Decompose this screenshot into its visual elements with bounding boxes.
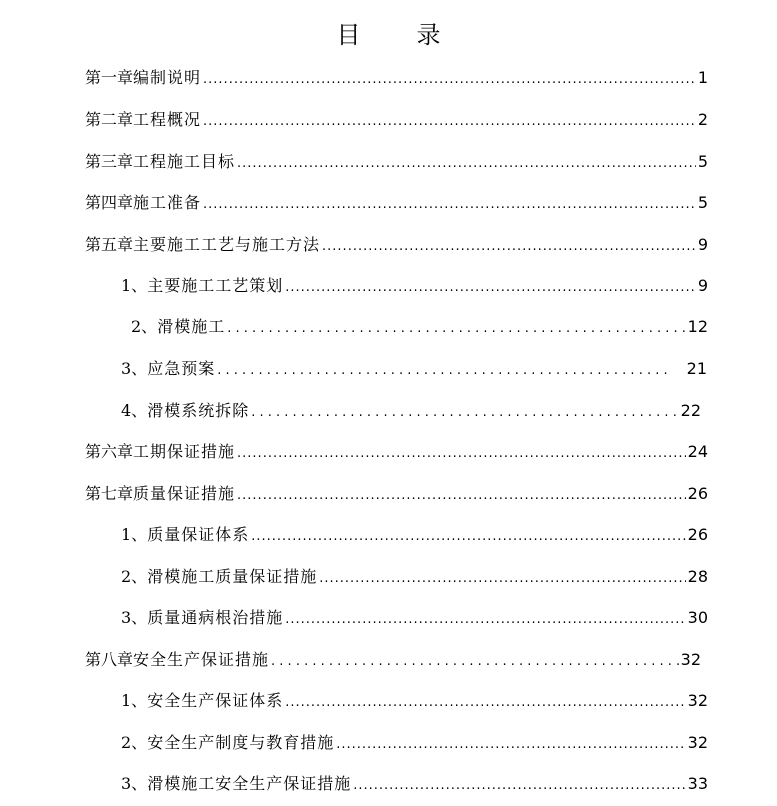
toc-entry-page: 33	[687, 774, 708, 793]
toc-entry-text: 主要施工工艺与施工方法	[133, 235, 321, 254]
toc-entry[interactable]	[85, 67, 708, 91]
toc-entry[interactable]	[121, 732, 708, 756]
toc-leader	[227, 318, 685, 340]
toc-entry-number: 3、	[121, 774, 148, 793]
toc-entry[interactable]	[121, 773, 708, 797]
toc-entry[interactable]	[121, 524, 708, 548]
toc-entry-page: 5	[697, 193, 708, 212]
toc-title-char-2: 录	[416, 21, 441, 49]
toc-entry[interactable]	[85, 649, 701, 673]
toc-entry-page: 26	[687, 484, 708, 503]
toc-leader	[237, 485, 686, 507]
toc-entry-text: 主要施工工艺策划	[147, 276, 284, 295]
toc-leader	[237, 443, 686, 465]
toc-entry-page: 9	[697, 276, 708, 295]
toc-entry[interactable]	[121, 400, 701, 424]
toc-entry-text: 滑模施工安全生产保证措施	[147, 774, 352, 793]
toc-entry-page: 22	[680, 401, 701, 420]
toc-entry-text: 工期保证措施	[133, 442, 236, 461]
toc-entry-page: 32	[687, 691, 708, 710]
toc-entry-text: 安全生产保证体系	[147, 691, 284, 710]
toc-leader	[285, 609, 685, 631]
toc-leader	[285, 277, 696, 299]
toc-entry[interactable]	[121, 358, 707, 382]
toc-entry-number: 4、	[121, 401, 148, 420]
toc-leader	[203, 69, 696, 91]
toc-entry-page: 5	[697, 152, 708, 171]
toc-entry-number: 第四章	[85, 193, 134, 212]
toc-entry-text: 质量保证体系	[147, 525, 250, 544]
toc-entry-page: 2	[697, 110, 708, 129]
toc-leader	[251, 526, 685, 548]
toc-entry-page: 9	[697, 235, 708, 254]
toc-entry[interactable]	[85, 234, 708, 258]
toc-title	[0, 20, 777, 50]
toc-entry-page: 32	[687, 733, 708, 752]
toc-entry-number: 2、	[121, 567, 148, 586]
toc-leader	[203, 194, 696, 216]
toc-entry-page: 30	[687, 608, 708, 627]
toc-entry[interactable]	[85, 483, 708, 507]
toc-entry-text: 安全生产保证措施	[133, 650, 270, 669]
toc-entry[interactable]	[121, 566, 708, 590]
toc-entry-page: 21	[686, 359, 707, 378]
toc-entry[interactable]	[121, 690, 708, 714]
toc-entry-number: 2、	[131, 317, 158, 336]
toc-entry-text: 安全生产制度与教育措施	[147, 733, 335, 752]
toc-entry[interactable]	[85, 441, 708, 465]
toc-entry-number: 1、	[121, 276, 148, 295]
toc-entry-text: 质量通病根治措施	[147, 608, 284, 627]
toc-leader	[271, 651, 679, 673]
toc-entry-text: 工程施工目标	[133, 152, 236, 171]
toc-entry-number: 第一章	[85, 68, 134, 87]
toc-entry-number: 2、	[121, 733, 148, 752]
toc-entry-text: 滑模施工质量保证措施	[147, 567, 318, 586]
toc-entry-page: 32	[680, 650, 701, 669]
toc-entry[interactable]	[85, 151, 708, 175]
toc-entry-number: 第三章	[85, 152, 134, 171]
toc-entry-text: 滑模施工	[157, 317, 226, 336]
toc-entry-number: 第二章	[85, 110, 134, 129]
toc-entry-text: 编制说明	[133, 68, 202, 87]
toc-entry-page: 26	[687, 525, 708, 544]
toc-leader	[251, 402, 678, 424]
toc-leader	[319, 568, 685, 590]
toc-entry-text: 工程概况	[133, 110, 202, 129]
toc-entry-number: 第七章	[85, 484, 134, 503]
toc-leader	[217, 360, 672, 382]
toc-entry-text: 施工准备	[133, 193, 202, 212]
toc-leader	[285, 692, 685, 714]
toc-entry[interactable]	[131, 316, 708, 340]
toc-entry-number: 第五章	[85, 235, 134, 254]
toc-entry[interactable]	[121, 275, 708, 299]
toc-entry-text: 质量保证措施	[133, 484, 236, 503]
toc-leader	[353, 775, 685, 797]
toc-entry-number: 3、	[121, 608, 148, 627]
toc-entry-text: 应急预案	[147, 359, 216, 378]
toc-entry-page: 1	[697, 68, 708, 87]
toc-entry-number: 第六章	[85, 442, 134, 461]
toc-entry[interactable]	[85, 109, 708, 133]
toc-leader	[203, 111, 696, 133]
toc-entry-number: 第八章	[85, 650, 134, 669]
toc-title-char-1: 目	[336, 21, 361, 49]
toc-entry-number: 1、	[121, 525, 148, 544]
toc-entry[interactable]	[85, 192, 708, 216]
toc-entry-page: 28	[687, 567, 708, 586]
toc-leader	[322, 236, 696, 258]
toc-entry-number: 1、	[121, 691, 148, 710]
toc-entry[interactable]	[121, 607, 708, 631]
toc-entry-number: 3、	[121, 359, 148, 378]
toc-entry-page: 12	[687, 317, 708, 336]
toc-entry-page: 24	[687, 442, 708, 461]
toc-leader	[237, 153, 696, 175]
toc-leader	[336, 734, 685, 756]
toc-entry-text: 滑模系统拆除	[147, 401, 250, 420]
